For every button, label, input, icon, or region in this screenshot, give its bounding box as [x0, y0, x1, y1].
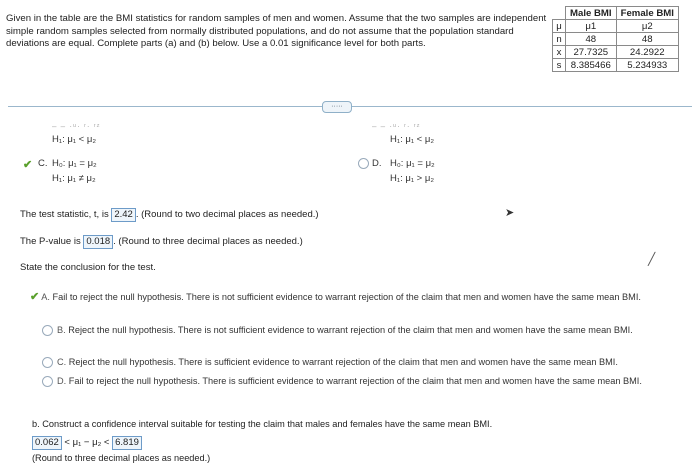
problem-statement: Given in the table are the BMI statistics for random samples of men and women. Assume that the two samples are independent simple random samples selected from normally distributed populations, and do not assume that the population standard deviations are equal. Complete parts (a) and (b) below. Use a 0.01 significance level for both parts.	[6, 13, 547, 49]
row-label: x	[553, 46, 566, 59]
row-label: μ	[553, 20, 566, 33]
conclusion-option-c[interactable]	[42, 357, 662, 369]
confidence-interval-line	[32, 436, 142, 450]
option-c-letter: C.	[38, 158, 48, 169]
checkmark-icon: ✔	[30, 291, 40, 303]
radio-button[interactable]	[42, 357, 53, 368]
cut-off-text: – – ·ᵘ· ʳ· ʳᶻ	[372, 122, 421, 131]
female-bmi-header: Female BMI	[616, 7, 678, 20]
option-letter: A.	[41, 292, 50, 302]
ci-upper-answer[interactable]: 6.819	[112, 436, 142, 450]
male-cell: μ1	[566, 20, 617, 33]
option-text: Reject the null hypothesis. There is not sufficient evidence to warrant rejection of the claim that men and women have the same mean BMI.	[68, 325, 633, 335]
male-cell: 8.385466	[566, 59, 617, 72]
female-cell: 24.2922	[616, 46, 678, 59]
expand-button[interactable]: ·····	[322, 101, 352, 113]
option-text: Fail to reject the null hypothesis. There is sufficient evidence to warrant rejection of the claim that men and women have the same mean BMI.	[68, 376, 642, 386]
table-row	[553, 46, 679, 59]
conclusion-prompt: State the conclusion for the test.	[20, 262, 156, 273]
female-cell: μ2	[616, 20, 678, 33]
table-header-row	[553, 7, 679, 20]
bmi-stats-table	[552, 6, 679, 72]
row-label: n	[553, 33, 566, 46]
option-b-h1: H₁: μ₁ < μ₂	[52, 134, 97, 145]
part-b-prompt: b. Construct a confidence interval suitable for testing the claim that males and females have the same mean BMI.	[32, 419, 493, 429]
option-letter: C.	[57, 357, 67, 367]
option-c-h0: H₀: μ₁ = μ₂	[52, 158, 97, 169]
table-row	[553, 33, 679, 46]
conclusion-option-d[interactable]	[42, 376, 662, 388]
ci-middle-text: < μ₁ − μ₂ <	[64, 437, 110, 448]
radio-button[interactable]	[42, 325, 53, 336]
table-corner	[553, 7, 566, 20]
female-cell: 5.234933	[616, 59, 678, 72]
table-row	[553, 59, 679, 72]
cursor-icon: ➤	[505, 207, 515, 219]
conclusion-option-b[interactable]	[42, 325, 662, 337]
option-letter: D.	[57, 376, 67, 386]
p-value-answer[interactable]: 0.018	[83, 235, 113, 249]
test-stat-answer[interactable]: 2.42	[111, 208, 136, 222]
p-value-prefix: The P-value is	[20, 236, 81, 247]
test-stat-suffix: . (Round to two decimal places as needed.)	[135, 209, 319, 220]
option-text: Fail to reject the null hypothesis. There is not sufficient evidence to warrant rejection of the claim that men and women have the same mean BMI.	[52, 292, 641, 302]
option-d-letter: D.	[372, 158, 382, 169]
cursor-mark: ╱	[648, 252, 656, 266]
male-cell: 48	[566, 33, 617, 46]
option-text: Reject the null hypothesis. There is sufficient evidence to warrant rejection of the claim that men and women have the same mean BMI.	[68, 357, 618, 367]
conclusion-option-a[interactable]	[30, 292, 660, 304]
part-b-note: (Round to three decimal places as needed.)	[32, 453, 211, 463]
cut-off-text: – – ·ᵘ· ʳ· ʳᶻ	[52, 122, 101, 131]
option-b2-h1: H₁: μ₁ < μ₂	[390, 134, 435, 145]
option-c-h1: H₁: μ₁ ≠ μ₂	[52, 173, 96, 184]
p-value-suffix: . (Round to three decimal places as needed.)	[113, 236, 303, 247]
radio-button[interactable]	[42, 376, 53, 387]
female-cell: 48	[616, 33, 678, 46]
checkmark-icon: ✔	[23, 159, 33, 171]
test-stat-prefix: The test statistic, t, is	[20, 209, 109, 220]
test-statistic-line	[20, 208, 319, 222]
option-d-radio[interactable]	[358, 158, 373, 169]
male-bmi-header: Male BMI	[566, 7, 617, 20]
row-label: s	[553, 59, 566, 72]
option-d-h0: H₀: μ₁ = μ₂	[390, 158, 435, 169]
p-value-line	[20, 235, 303, 249]
male-cell: 27.7325	[566, 46, 617, 59]
option-letter: B.	[57, 325, 66, 335]
table-row	[553, 20, 679, 33]
ci-lower-answer[interactable]: 0.062	[32, 436, 62, 450]
option-d-h1: H₁: μ₁ > μ₂	[390, 173, 435, 184]
option-c-radio[interactable]	[23, 158, 34, 171]
